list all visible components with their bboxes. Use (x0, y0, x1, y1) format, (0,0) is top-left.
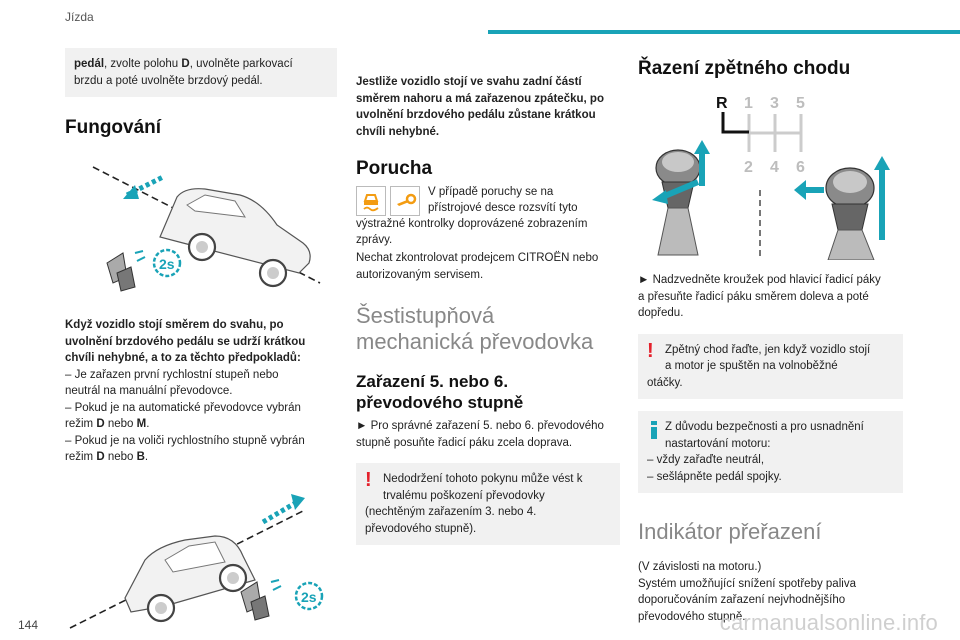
column-middle (356, 48, 620, 545)
text-line: Nechat zkontrolovat prodejcem CITROËN nebo (356, 252, 599, 264)
text-line: – Pokud je na voliči rychlostního stupně vybrán (65, 434, 305, 447)
text-line: a motor je spuštěn na volnoběžné (665, 360, 838, 372)
text-run: nebo (104, 451, 137, 463)
gearbox-warning-box (356, 463, 620, 545)
timer-badge: 2s (301, 588, 317, 605)
text-line: uvolnění brzdového pedálu zůstane krátkou (356, 109, 596, 121)
text-line: chvíli nehybné, a to za těchto předpokladů: (65, 352, 301, 364)
text-line: Jestliže vozidlo stojí ve svahu zadní částí (356, 76, 582, 88)
gear-label-r: R (716, 95, 728, 112)
text-line: – Je zařazen první rychlostní stupeň nebo (65, 368, 279, 381)
text-line: ► Pro správné zařazení 5. nebo 6. převodového (356, 420, 604, 432)
text-line: doporučováním zařazení nejvhodnějšího (638, 594, 846, 606)
exclamation-warning-icon: ! (365, 469, 372, 491)
text-line: Systém umožňující snížení spotřeby paliva (638, 577, 856, 590)
reverse-warning-box (638, 334, 903, 400)
text-line: chvíli nehybné. (356, 125, 440, 138)
text-run: . (144, 451, 149, 463)
text-line (65, 416, 337, 433)
intro-note-box (65, 48, 337, 97)
text-run: režim (65, 451, 97, 463)
heading-engage-fifth-sixth (356, 371, 620, 413)
uphill-car-illustration (65, 155, 337, 305)
text-line: ► Nadzvedněte kroužek pod hlavicí řadicí páky (638, 274, 881, 286)
text-line: směrem nahoru a má zařazenou zpátečku, po (356, 92, 604, 105)
intro-line-2: brzdu a poté uvolněte brzdový pedál. (74, 74, 263, 87)
brake-pedal-icon (241, 580, 281, 620)
text-line (65, 449, 337, 466)
heading-reverse-gear: Řazení zpětného chodu (638, 58, 851, 79)
text-line: autorizovaným servisem. (356, 268, 484, 281)
timer-badge: 2s (159, 256, 175, 272)
heading-six-speed-gearbox (356, 303, 620, 355)
text-line: – sešlápněte pedál spojky. (647, 470, 782, 483)
text-line: výstražné kontrolky doprovázené zobrazením (356, 218, 588, 230)
text-line: Nedodržení tohoto pokynu může vést k (383, 473, 583, 485)
intro-text: , uvolněte parkovací (189, 58, 293, 70)
intro-bold-d: D (181, 58, 190, 70)
header-accent-bar (488, 30, 960, 34)
intro-bold-pedal: pedál (74, 58, 105, 70)
gear-pattern-diagram (716, 95, 805, 176)
brake-pedal-icon (107, 251, 145, 291)
text-line: stupně posuňte řadicí páku zcela doprava. (356, 436, 573, 449)
text-bold: B (136, 451, 145, 463)
text-run: režim (65, 418, 97, 430)
text-line: zprávy. (356, 234, 393, 246)
text-line: nastartování motoru: (665, 437, 771, 450)
text-line: Když vozidlo stojí směrem do svahu, po (65, 319, 284, 331)
heading-line: mechanická převodovka (356, 329, 594, 354)
text-bold: D (96, 451, 105, 463)
downhill-car-illustration (65, 480, 337, 630)
watermark: carmanualsonline.info (719, 610, 938, 635)
text-line: trvalému poškození převodovky (383, 489, 545, 502)
heading-fault: Porucha (356, 158, 433, 179)
exclamation-warning-icon: ! (647, 339, 654, 362)
heading-line: Šestistupňová (356, 303, 495, 328)
conditions-list (65, 367, 337, 466)
text-line: a přesuňte řadicí páku směrem doleva a poté (638, 290, 869, 303)
text-line: neutrál na manuální převodovce. (65, 385, 233, 397)
text-line: přístrojové desce rozsvítí tyto (428, 202, 578, 214)
text-run: . (146, 418, 150, 430)
gear-lever-left (652, 140, 710, 255)
text-line: (V závislosti na motoru.) (638, 561, 762, 573)
text-line: uvolnění brzdového pedálu se udrží krátkou (65, 335, 306, 348)
service-wrench-warning-icon (390, 186, 420, 216)
text-run: nebo (104, 418, 137, 430)
gear-label-1: 1 (744, 95, 753, 112)
column-left (65, 48, 337, 630)
engage-instruction (356, 418, 620, 451)
gear-label-3: 3 (770, 95, 779, 112)
heading-operation: Fungování (65, 117, 162, 138)
text-line: převodového stupně). (365, 522, 477, 535)
column-right (638, 48, 903, 625)
safety-info-box (638, 411, 903, 493)
gear-label-5: 5 (796, 95, 805, 112)
text-line: Zpětný chod řaďte, jen když vozidlo stojí (665, 343, 871, 356)
reverse-instruction (638, 272, 903, 322)
heading-line: převodového stupně (356, 393, 524, 412)
text-line: dopředu. (638, 307, 684, 319)
intro-line-1 (74, 56, 328, 73)
text-bold: D (96, 418, 105, 430)
text-bold: M (136, 418, 147, 430)
text-line: převodového stupně. (638, 610, 746, 623)
gear-label-6: 6 (796, 159, 805, 176)
reverse-gear-shift-illustration (638, 90, 903, 260)
info-icon (648, 421, 660, 439)
fault-block (356, 184, 620, 250)
text-line: V případě poruchy se na (428, 186, 554, 198)
text-line: Z důvodu bezpečnosti a pro usnadnění (665, 421, 864, 433)
gear-lever-right (794, 156, 890, 260)
page-number: 144 (18, 618, 39, 632)
warning-lamps (356, 186, 420, 216)
reverse-uphill-paragraph (356, 74, 620, 140)
uphill-bold-paragraph (65, 317, 337, 367)
text-line: – vždy zařaďte neutrál, (647, 454, 765, 466)
page-section-title: Jízda (65, 10, 94, 24)
text-line: – Pokud je na automatické převodovce vybrán (65, 401, 301, 414)
heading-gear-shift-indicator: Indikátor přeřazení (638, 519, 822, 544)
intro-text: , zvolte polohu (104, 58, 182, 70)
stability-control-warning-icon (356, 186, 386, 216)
heading-line: Zařazení 5. nebo 6. (356, 372, 509, 391)
gear-label-4: 4 (770, 159, 779, 176)
text-line: (nechtěným zařazením 3. nebo 4. (365, 506, 537, 518)
text-line: otáčky. (647, 376, 683, 389)
gear-label-2: 2 (744, 159, 753, 176)
